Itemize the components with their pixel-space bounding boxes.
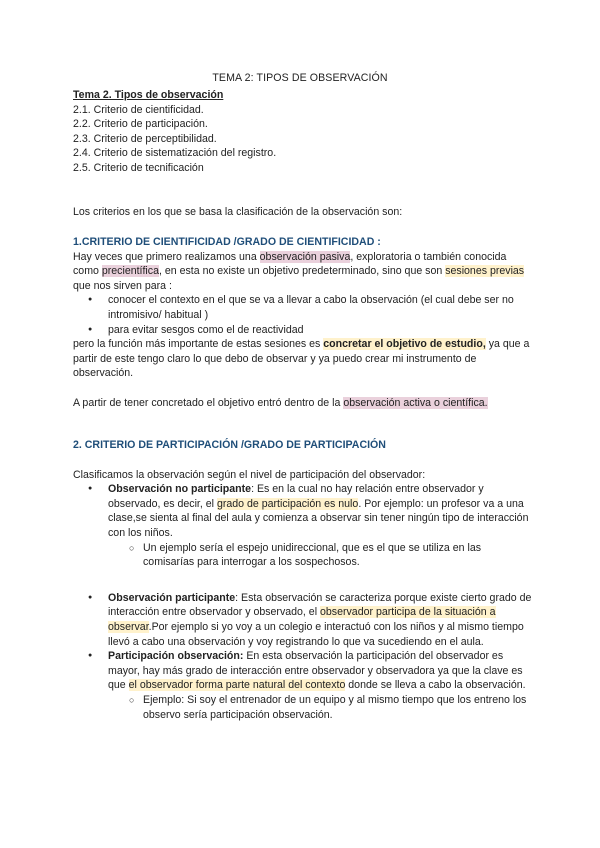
section2-intro: Clasificamos la observación según el nivel de participación del observador: xyxy=(73,468,426,481)
highlight-parte-natural: el observador forma parte natural del contexto xyxy=(128,679,346,692)
toc-heading: Tema 2. Tipos de observación xyxy=(73,89,224,101)
toc-item: 2.3. Criterio de perceptibilidad. xyxy=(73,132,217,145)
section2-bullet-list xyxy=(73,482,533,722)
intro-paragraph: Los criterios en los que se basa la clasificación de la observación son: xyxy=(73,206,403,218)
section1-bullet-list xyxy=(73,293,533,337)
section-cientificidad xyxy=(73,235,533,410)
section-participacion xyxy=(73,438,533,722)
section1-paragraph-3: A partir de tener concretado el objetivo entró dentro de la observación activa o científica. xyxy=(73,396,488,409)
highlight-observacion-pasiva: observación pasiva xyxy=(259,250,351,263)
term-participante: Observación participante xyxy=(108,591,236,604)
list-item: ● Observación no participante: Es en la cual no hay relación entre observador y observado, es decir, el grado de participación es nulo. Por ejemplo: un profesor va a una clase,se sienta al final del aula y comienza a observar sin tener ningún tipo de interacción con los niños. xyxy=(73,482,533,540)
term-participacion-observacion: Participación observación: xyxy=(108,650,244,663)
toc-item: 2.4. Criterio de sistematización del registro. xyxy=(73,147,277,160)
toc-item: 2.2. Criterio de participación. xyxy=(73,118,208,131)
document-title: TEMA 2: TIPOS DE OBSERVACIÓN xyxy=(212,72,388,84)
list-item: ● para evitar sesgos como el de reactividad xyxy=(73,323,533,338)
sub-list-item: ○ Un ejemplo sería el espejo unidireccional, que es el que se utiliza en las comisarías para interrogar a los sospechosos. xyxy=(73,541,533,570)
highlight-sesiones-previas: sesiones previas xyxy=(445,265,525,278)
sub-list-item: ○ Ejemplo: Si soy el entrenador de un equipo y al mismo tiempo que los entreno los observo sería participación observación. xyxy=(73,693,533,722)
term-no-participante: Observación no participante xyxy=(108,483,252,496)
toc-item: 2.1. Criterio de cientificidad. xyxy=(73,103,204,116)
section2-heading: 2. CRITERIO DE PARTICIPACIÓN /GRADO DE PARTICIPACIÓN xyxy=(73,439,386,451)
section1-paragraph-1: Hay veces que primero realizamos una observación pasiva, exploratoria o también conocida como precientífica, en esta no existe un objetivo predeterminado, sino que son sesiones previas que nos sirven para : xyxy=(73,250,525,292)
highlight-grado-nulo: grado de participación es nulo xyxy=(216,497,359,510)
table-of-contents xyxy=(73,88,533,176)
section1-paragraph-2: pero la función más importante de estas sesiones es concretar el objetivo de estudio, ya que a partir de este tengo claro lo que debo de observar y ya puedo crear mi instrumento de observación. xyxy=(73,338,530,380)
list-item: ● Observación participante: Esta observación se caracteriza porque existe cierto grado de interacción entre observador y observado, el observador participa de la situación a observar.Por ejemplo si yo voy a un colegio e interactuó con los niños y al mismo tiempo llevó a cabo una observación y voy registrando lo que va sucediendo en el aula. xyxy=(73,591,533,649)
list-item: ● conocer el contexto en el que se va a llevar a cabo la observación (el cual debe ser no intromisivo/ habitual ) xyxy=(73,293,533,322)
highlight-precientifica: precientífica xyxy=(101,265,159,278)
list-item: ● Participación observación: En esta observación la participación del observador es mayor, hay más grado de interacción entre observador y observadora ya que la clave es que el observador forma parte natural del contexto donde se lleva a cabo la observación. xyxy=(73,649,533,693)
highlight-concretar-objetivo: concretar el objetivo de estudio, xyxy=(323,338,486,351)
toc-item: 2.5. Criterio de tecnificación xyxy=(73,161,204,174)
highlight-observacion-activa: observación activa o científica. xyxy=(343,396,488,409)
section1-heading: 1.CRITERIO DE CIENTIFICIDAD /GRADO DE CIENTIFICIDAD : xyxy=(73,236,381,248)
highlight-observador-participa: observador participa de la situación a observar xyxy=(108,606,496,633)
